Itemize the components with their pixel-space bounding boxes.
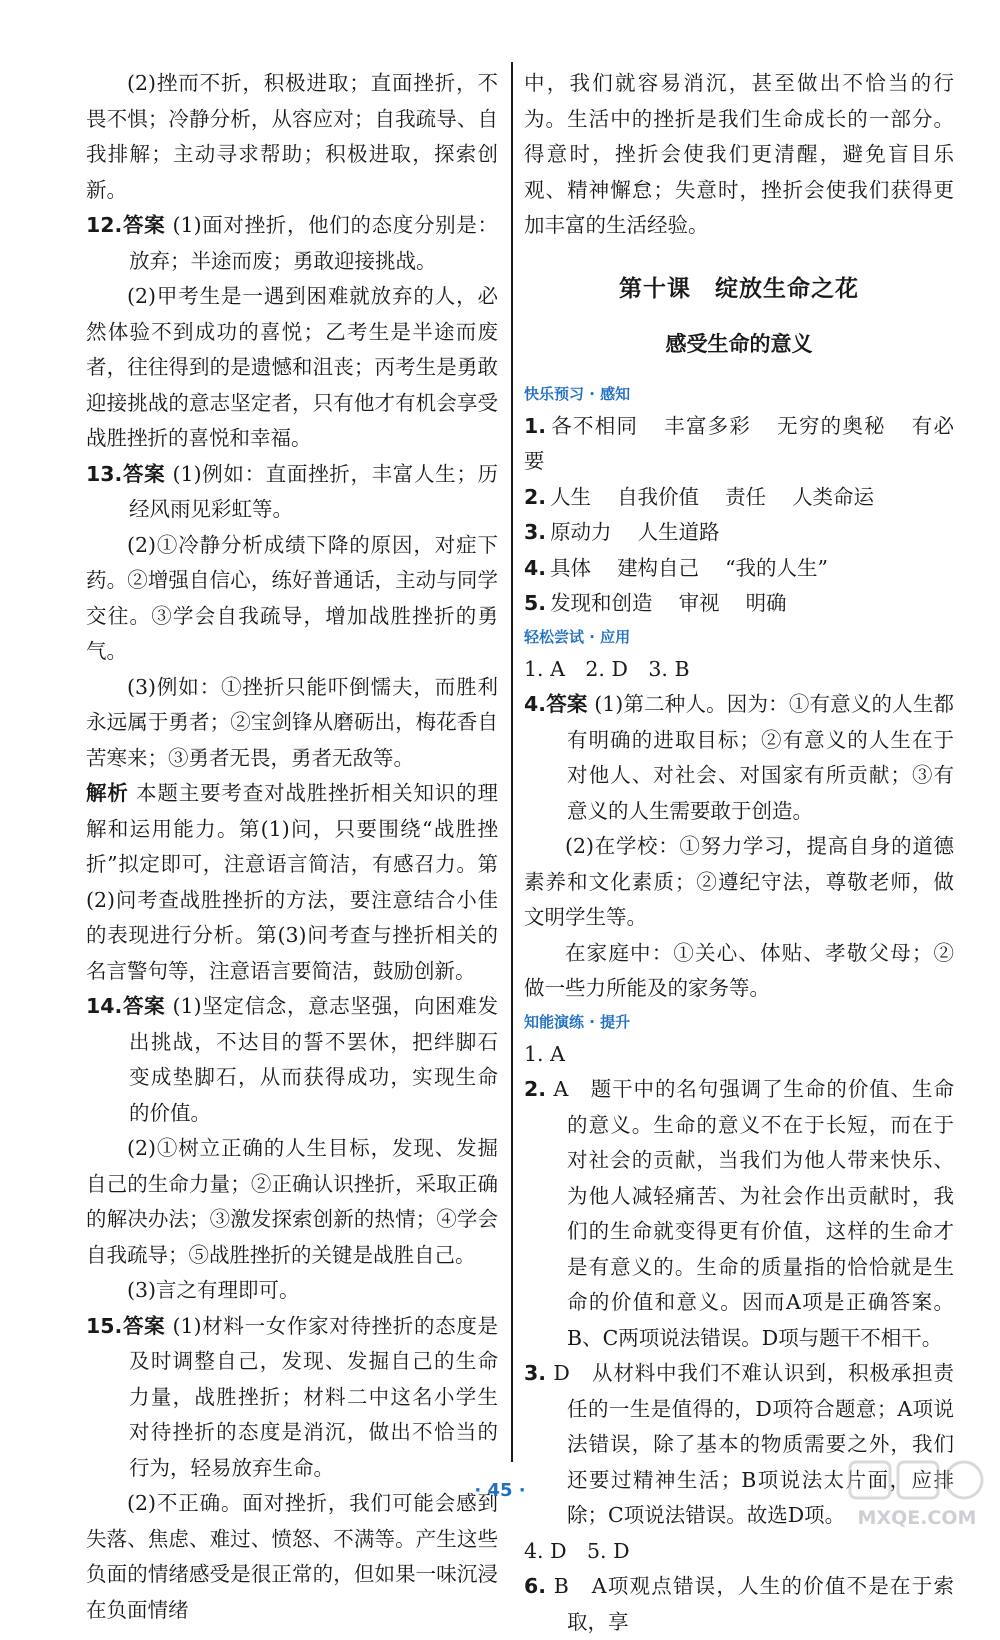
fill-in-answer: 丰富多彩 (664, 414, 751, 438)
question-item (86, 457, 498, 528)
answer-label: 答案 (122, 1314, 165, 1338)
answer-text: B A项观点错误，人生的价值不是在于索取，享 (554, 1574, 954, 1634)
answer-line: 1. A (524, 1037, 954, 1073)
fill-in-answer: 人生道路 (638, 520, 720, 544)
answer-text: (1)例如：直面挫折，丰富人生；历经风雨见彩虹等。 (129, 462, 498, 522)
paragraph: (2)甲考生是一遇到困难就放弃的人，必然体验不到成功的喜悦；乙考生是半途而废者，往往得到的是遗憾和沮丧；丙考生是勇敢迎接挑战的意志坚定者，只有他才有机会享受战胜挫折的喜悦和幸福。 (86, 279, 498, 457)
column-divider (511, 62, 513, 1462)
answer-text: (1)面对挫折，他们的态度分别是：放弃；半途而废；勇敢迎接挑战。 (129, 213, 498, 273)
question-item (86, 989, 498, 1131)
question-number: 3. (524, 1361, 546, 1385)
question-number: 3. (524, 520, 546, 544)
fill-in-answer: 自我价值 (617, 485, 699, 509)
lesson-title: 第十课 绽放生命之花 (524, 272, 954, 308)
question-number: 1. (524, 414, 546, 438)
fill-in-answer: 审视 (679, 591, 720, 615)
fill-in-answer: 各不相同 (550, 414, 638, 438)
question-item (524, 1569, 954, 1640)
fill-in-answer: 建构自己 (617, 556, 699, 580)
section-heading: 知能演练 · 提升 (524, 1007, 954, 1037)
fill-in-item (524, 409, 954, 480)
question-item (86, 208, 498, 279)
fill-in-item (524, 586, 954, 622)
svg-text:MXQE.COM: MXQE.COM (858, 1507, 977, 1529)
paragraph: (3)例如：①挫折只能吓倒懦夫，而胜利永远属于勇者；②宝剑锋从磨砺出，梅花香自苦寒来；③勇者无畏，勇者无敌等。 (86, 670, 498, 777)
question-number: 15. (86, 1314, 122, 1338)
fill-in-answer: 人类命运 (792, 485, 874, 509)
fill-in-item (524, 480, 954, 516)
page-number: · 45 · (0, 1480, 1000, 1501)
analysis-item (86, 776, 498, 989)
paragraph: (3)言之有理即可。 (86, 1273, 498, 1309)
answer-text: (1)材料一女作家对待挫折的态度是及时调整自己，发现、发掘自己的生命力量，战胜挫折；材料二中这名小学生对待挫折的态度是消沉，做出不恰当的行为，轻易放弃生命。 (129, 1314, 498, 1480)
analysis-label: 解析 (86, 781, 129, 805)
answer-line: 4. D 5. D (524, 1534, 954, 1570)
question-number: 6. (524, 1574, 546, 1598)
right-sections (524, 379, 954, 1640)
answer-label: 答案 (122, 994, 165, 1018)
fill-in-answer: 无穷的奥秘 (777, 414, 886, 438)
fill-in-answer: “我的人生” (725, 556, 828, 580)
fill-in-item (524, 551, 954, 587)
topic-title: 感受生命的意义 (524, 327, 954, 363)
analysis-text: 本题主要考查对战胜挫折相关知识的理解和运用能力。第(1)问，只要围绕“战胜挫折”拟定即可，注意语言简洁，有感召力。第(2)问考查战胜挫折的方法，要注意结合小佳的表现进行分析。第(3)问考查与挫折相关的名言警句等，注意语言要简洁，鼓励创新。 (86, 781, 498, 983)
answer-text: A 题干中的名句强调了生命的价值、生命的意义。生命的意义不在于长短，而在于对社会的贡献，当我们为他人带来快乐、为他人减轻痛苦、为社会作出贡献时，我们的生命就变得更有价值，这样的生命才是有意义的。生命的质量指的恰恰就是生命的价值和意义。因而A项是正确答案。B、C两项说法错误。D项与题干不相干。 (554, 1077, 954, 1350)
section-heading: 快乐预习 · 感知 (524, 379, 954, 409)
paragraph: (2)不正确。面对挫折，我们可能会感到失落、焦虑、难过、愤怒、不满等。产生这些负面的情绪感受是很正常的，但如果一味沉浸在负面情绪 (86, 1486, 498, 1628)
fill-in-answer: 有必要 (524, 414, 954, 474)
question-number: 13. (86, 462, 122, 486)
fill-in-item (524, 515, 954, 551)
question-number: 5. (524, 591, 546, 615)
fill-in-answer: 发现和创造 (550, 591, 653, 615)
fill-in-answer: 人生 (550, 485, 591, 509)
paragraph: 在家庭中：①关心、体贴、孝敬父母；②做一些力所能及的家务等。 (524, 936, 954, 1007)
question-number: 2. (524, 485, 546, 509)
question-number: 14. (86, 994, 122, 1018)
continuation-text: 中，我们就容易消沉，甚至做出不恰当的行为。生活中的挫折是我们生命成长的一部分。得意时，挫折会使我们更清醒，避免盲目乐观、精神懈怠；失意时，挫折会使我们获得更加丰富的生活经验。 (524, 66, 954, 244)
left-column (86, 66, 498, 1628)
paragraph: (2)①树立正确的人生目标，发现、发掘自己的生命力量；②正确认识挫折，采取正确的解决办法；③激发探索创新的热情；④学会自我疏导；⑤战胜挫折的关键是战胜自己。 (86, 1131, 498, 1273)
right-column (524, 66, 954, 1640)
question-number: 4. (524, 556, 546, 580)
answer-text: (1)第二种人。因为：①有意义的人生都有明确的进取目标；②有意义的人生在于对他人、对社会、对国家有所贡献；③有意义的人生需要敢于创造。 (567, 692, 954, 823)
answer-text: (1)坚定信念，意志坚强，向困难发出挑战，不达目的誓不罢休，把绊脚石变成垫脚石，从而获得成功，实现生命的价值。 (129, 994, 498, 1125)
question-item (524, 1072, 954, 1356)
fill-in-answer: 具体 (550, 556, 591, 580)
fill-in-answer: 原动力 (550, 520, 612, 544)
watermark-logo-icon (842, 1456, 992, 1532)
paragraph: (2)挫而不折，积极进取；直面挫折，不畏不惧；冷静分析，从容应对；自我疏导、自我排解；主动寻求帮助；积极进取，探索创新。 (86, 66, 498, 208)
paragraph: (2)在学校：①努力学习，提高自身的道德素养和文化素质；②遵纪守法，尊敬老师，做文明学生等。 (524, 829, 954, 936)
answer-label: 答案 (546, 692, 588, 716)
question-number: 12. (86, 213, 122, 237)
question-item (86, 1309, 498, 1487)
fill-in-answer: 明确 (746, 591, 787, 615)
answer-text: D 从材料中我们不难认识到，积极承担责任的一生是值得的，D项符合题意；A项说法错误，除了基本的物质需要之外，我们还要过精神生活；B项说法太片面，应排除；C项说法错误。故选D项。 (553, 1361, 954, 1527)
question-number: 4. (524, 692, 546, 716)
fill-in-answer: 责任 (725, 485, 766, 509)
question-number: 2. (524, 1077, 546, 1101)
section-heading: 轻松尝试 · 应用 (524, 622, 954, 652)
answer-label: 答案 (122, 462, 165, 486)
paragraph: (2)①冷静分析成绩下降的原因，对症下药。②增强自信心，练好普通话，主动与同学交往。③学会自我疏导，增加战胜挫折的勇气。 (86, 528, 498, 670)
answer-label: 答案 (122, 213, 165, 237)
answer-line: 1. A 2. D 3. B (524, 652, 954, 688)
question-item (524, 687, 954, 829)
